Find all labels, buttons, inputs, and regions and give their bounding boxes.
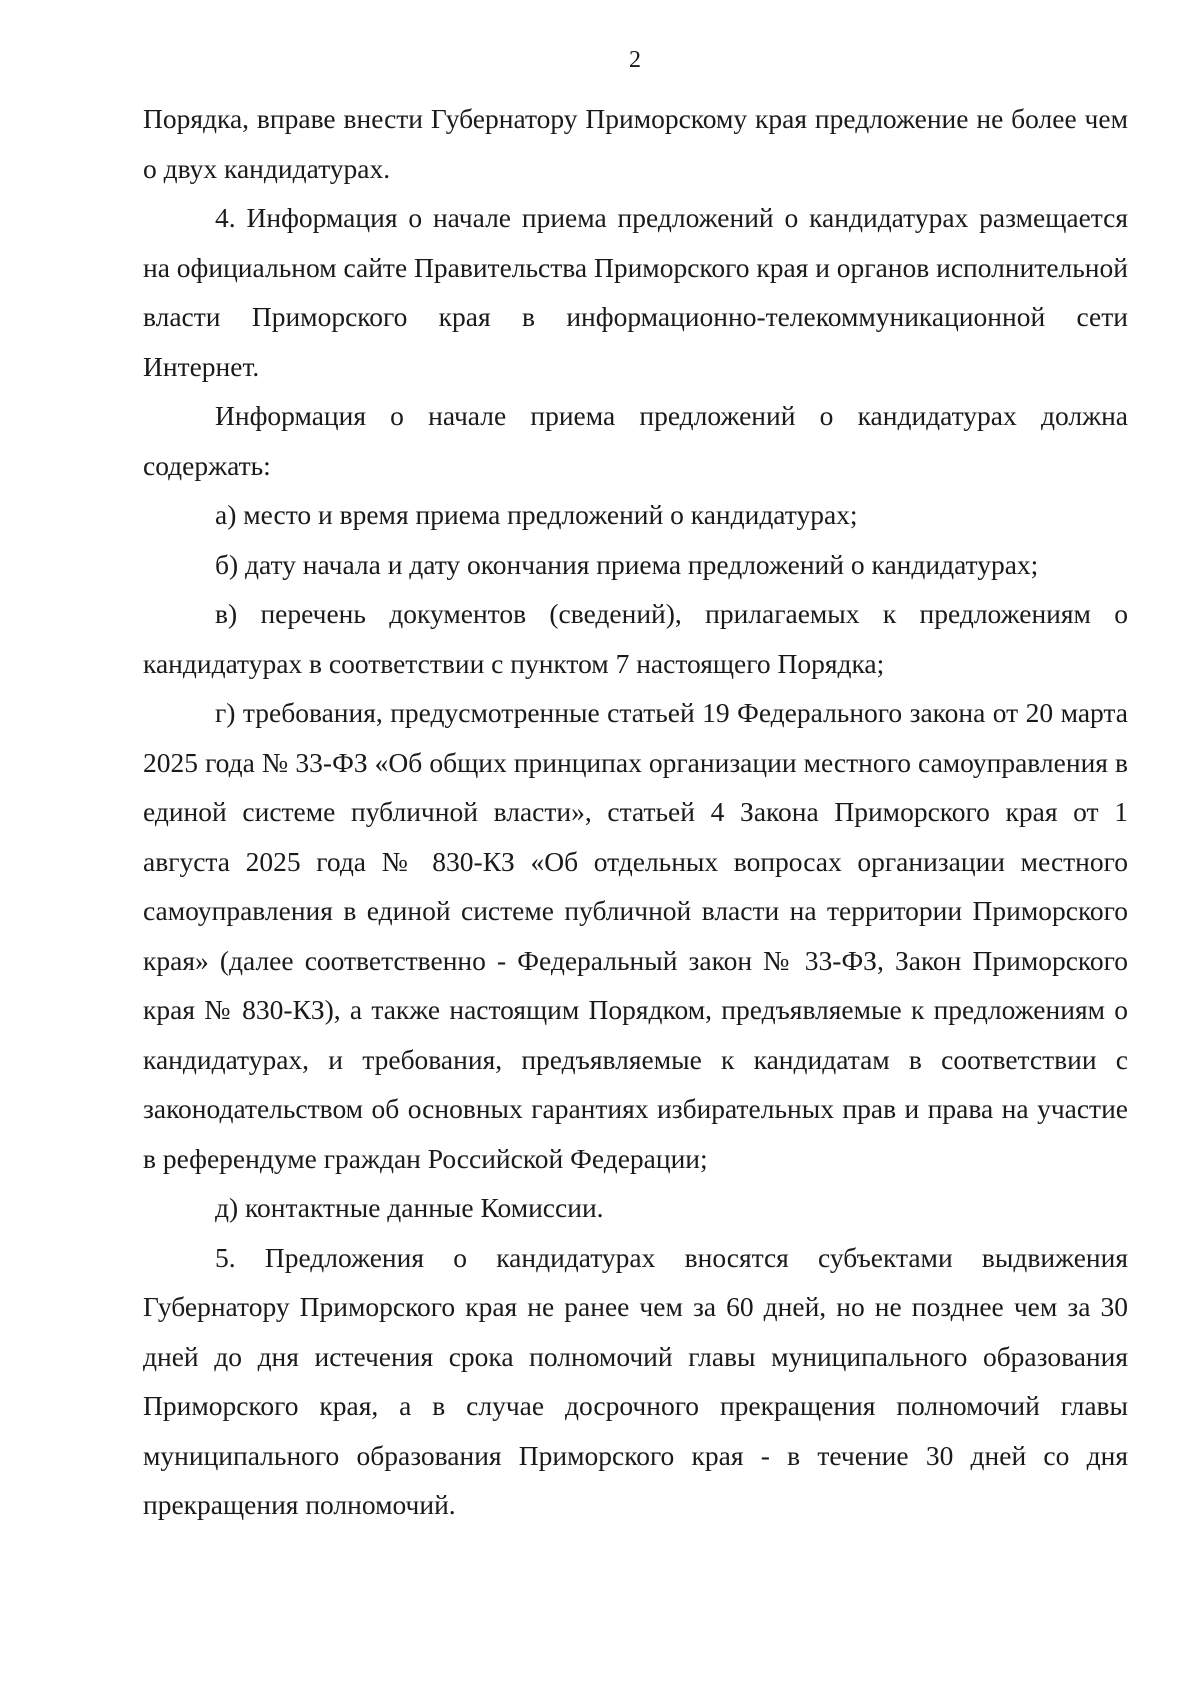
paragraph-item-5: 5. Предложения о кандидатурах вносятся субъектами выдвижения Губернатору Приморского края не ранее чем за 60 дней, но не позднее чем за 30 дней до дня истечения срока полномочий главы муниципального образования Приморского края, а в случае досрочного прекращения полномочий главы муниципального образования Приморского края - в течение 30 дней со дня прекращения полномочий. — [143, 1241, 1128, 1520]
list-item-v: в) перечень документов (сведений), прилагаемых к предложениям о кандидатурах в соответствии с пунктом 7 настоящего Порядка; — [143, 598, 1128, 679]
page-number: 2 — [629, 47, 641, 73]
list-item-d: д) контактные данные Комиссии. — [215, 1192, 604, 1223]
list-item-b: б) дату начала и дату окончания приема предложений о кандидатурах; — [215, 548, 1039, 580]
list-item-g: г) требования, предусмотренные статьей 19 Федерального закона от 20 марта 2025 года № 33-ФЗ «Об общих принципах организации местного самоуправления в единой системе публичной власти», статьей 4 Закона Приморского края от 1 августа 2025 года № 830-КЗ «Об отдельных вопросах организации местного самоуправления в единой системе публичной власти на территории Приморского края» (далее соответственно - Федеральный закон № 33-ФЗ, Закон Приморского края № 830-КЗ), а также настоящим Порядком, предъявляемые к предложениям о кандидатурах, и требования, предъявляемые к кандидатам в соответствии с законодательством об основных гарантиях избирательных прав и права на участие в референдуме граждан Российской Федерации; — [143, 697, 1128, 1174]
document-body — [143, 94, 1128, 1530]
paragraph-item-4: 4. Информация о начале приема предложений о кандидатурах размещается на официальном сайте Правительства Приморского края и органов исполнительной власти Приморского края в информационно-телекоммуникационной сети Интернет. — [143, 202, 1128, 382]
list-item-a: а) место и время приема предложений о кандидатурах; — [215, 499, 858, 530]
paragraph-continuation: Порядка, вправе внести Губернатору Приморскому края предложение не более чем о двух кандидатурах. — [143, 103, 1128, 184]
paragraph-info-content: Информация о начале приема предложений о кандидатурах должна содержать: — [143, 400, 1128, 481]
